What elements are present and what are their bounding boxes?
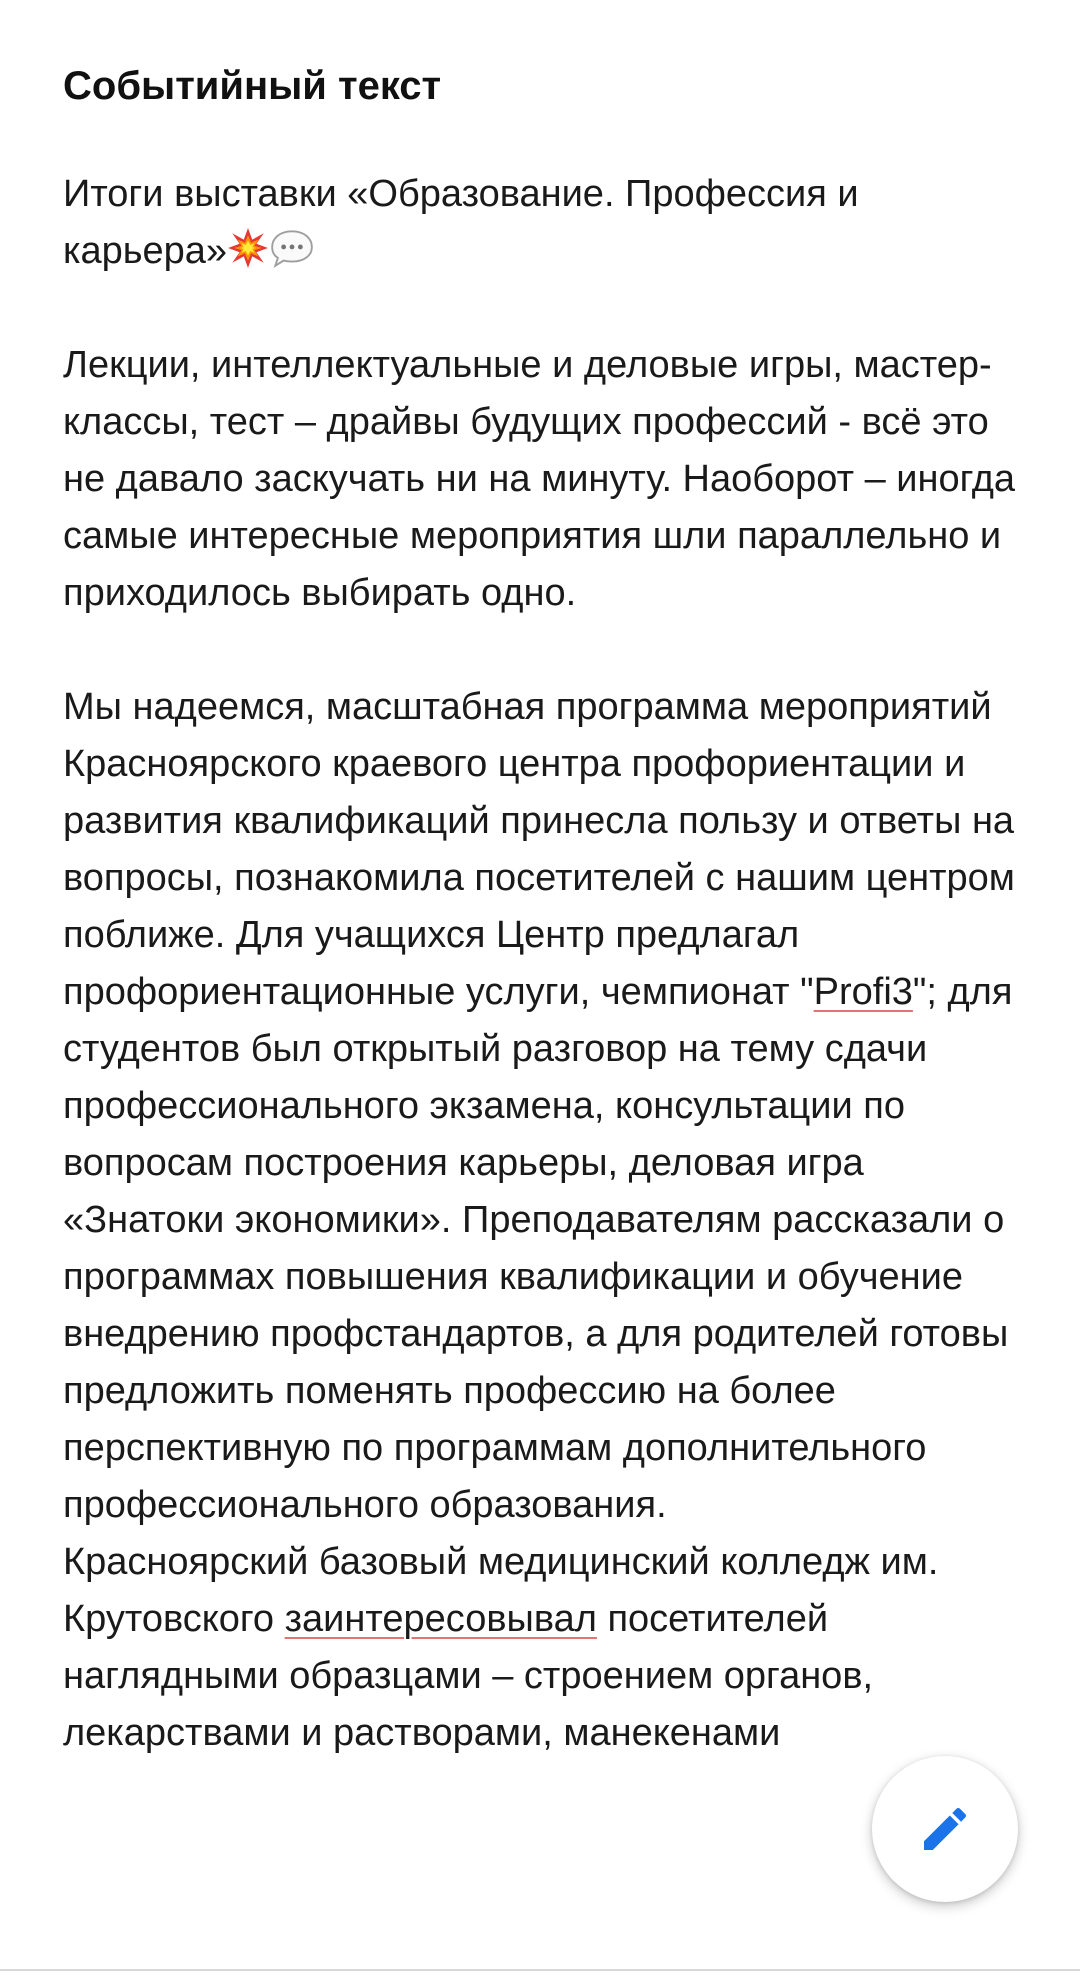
document-title: Событийный текст [63, 64, 442, 108]
pencil-icon [917, 1801, 973, 1857]
paragraph-2-text-end: "; для студентов был открытый разговор на тему сдачи профессионального экзамена, консультации по вопросам построения карьеры, деловая игра «Знатоки экономики». Преподавателям рассказали о программах повышения квалификации и обучение внедрению профстандартов, а для родителей готовы предложить поменять профессию на более перспективную по программам дополнительного профессионального образования. [63, 971, 1023, 1526]
edit-fab-button[interactable] [872, 1756, 1018, 1902]
document-body[interactable] [63, 62, 1026, 1762]
headline-paragraph [63, 166, 1023, 280]
bottom-divider [0, 1969, 1080, 1971]
paragraph-1: Лекции, интеллектуальные и деловые игры, мастер-классы, тест – драйвы будущих профессий - всё это не давало заскучать ни на минуту. Наоборот – иногда самые интересные мероприятия шли параллельно и приходилось выбирать одно. [63, 344, 1026, 614]
paragraph-3-text-end: посетителей наглядными образцами – строением органов, лекарствами и растворами, манекенами [63, 1598, 884, 1754]
collision-emoji-icon [227, 227, 269, 269]
speech-bubble-emoji-icon [269, 227, 315, 269]
paragraph-2 [63, 679, 1026, 1534]
spellcheck-word-zainteresovyval[interactable]: заинтересовывал [284, 1598, 597, 1640]
paragraph-3-text-start: Красноярский базовый медицинский колледж им. Крутовского [63, 1541, 949, 1640]
paragraph-2-text-start: Мы надеемся, масштабная программа мероприятий Красноярского краевого центра профориентации и развития квалификаций принесла пользу и ответы на вопросы, познакомила посетителей с нашим центром поближе. Для учащихся Центр предлагал профориентационные услуги, чемпионат " [63, 686, 1026, 1013]
headline-text: Итоги выставки «Образование. Профессия и карьера» [63, 173, 870, 272]
spellcheck-word-profi3[interactable]: Profi3 [813, 971, 913, 1013]
paragraph-3 [63, 1534, 1023, 1762]
